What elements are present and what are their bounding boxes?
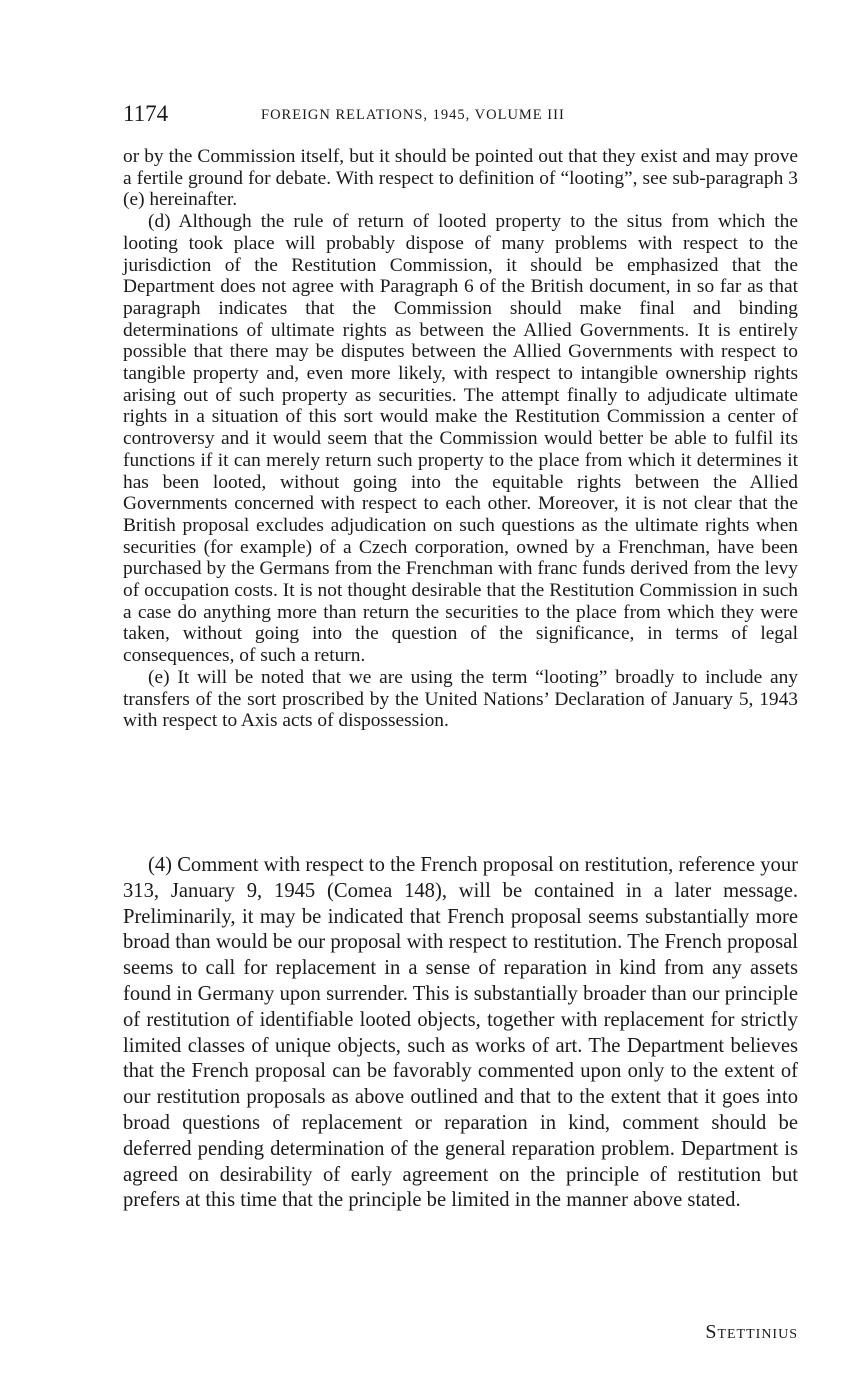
page-number: 1174 [123,101,169,126]
paragraph-4: (4) Comment with respect to the French proposal on restitution, reference your 313, January 9, 1945 (Comea 148), will be contained in a later message. Preliminarily, it may be indicated that French proposal seems substantially more broad than would be our proposal with respect to restitution. The French proposal seems to call for replacement in a sense of reparation in kind from any assets found in Germany upon surrender. This is substantially broader than our principle of restitution of identifiable looted objects, together with replacement for strictly limited classes of unique objects, such as works of art. The Department believes that the French proposal can be favorably commented upon only to the extent of our restitution proposals as above outlined and that to the extent that it goes into broad questions of replacement or reparation in kind, comment should be deferred pending determination of the general reparation problem. Department is agreed on desirability of early agreement on the principle of restitution but prefers at this time that the principle be limited in the manner above stated. [123,854,798,1212]
paragraph-e: (e) It will be noted that we are using the term “looting” broadly to include any transfers of the sort proscribed by the United Nations’ Declaration of January 5, 1943 with respect to Axis acts of dispossession. [123,666,798,732]
main-print-block [123,853,798,1214]
paragraph-d: (d) Although the rule of return of looted property to the situs from which the looting took place will probably dispose of many problems with respect to the jurisdiction of the Restitution Commission, it should be emphasized that the Department does not agree with Paragraph 6 of the British document, in so far as that paragraph indicates that the Commission should make final and binding determinations of ultimate rights as between the Allied Governments. It is entirely possible that there may be disputes between the Allied Governments with respect to tangible property and, even more likely, with respect to intangible ownership rights arising out of such property as securities. The attempt finally to adjudicate ultimate rights in a situation of this sort would make the Restitution Commission a center of controversy and it would seem that the Commission would better be able to fulfil its functions if it can merely return such property to the place from which it determines it has been looted, without going into the equitable rights between the Allied Governments concerned with respect to each other. Moreover, it is not clear that the British proposal excludes adjudication on such questions as the ultimate rights when securities (for example) of a Czech corporation, owned by a Frenchman, have been purchased by the Germans from the Frenchman with franc funds derived from the levy of occupation costs. It is not thought desirable that the Restitution Commission in such a case do anything more than return the securities to the place from which they were taken, without going into the question of the significance, in terms of legal consequences, of such a return. [123,211,798,667]
page-header [123,100,798,130]
small-print-block [123,146,798,732]
continuation-paragraph: or by the Commission itself, but it should be pointed out that they exist and may prove a fertile ground for debate. With respect to definition of “looting”, see sub-paragraph 3 (e) hereinafter. [123,146,798,211]
running-head: FOREIGN RELATIONS, 1945, VOLUME III [261,107,565,123]
signature: Stettinius [705,1321,798,1343]
